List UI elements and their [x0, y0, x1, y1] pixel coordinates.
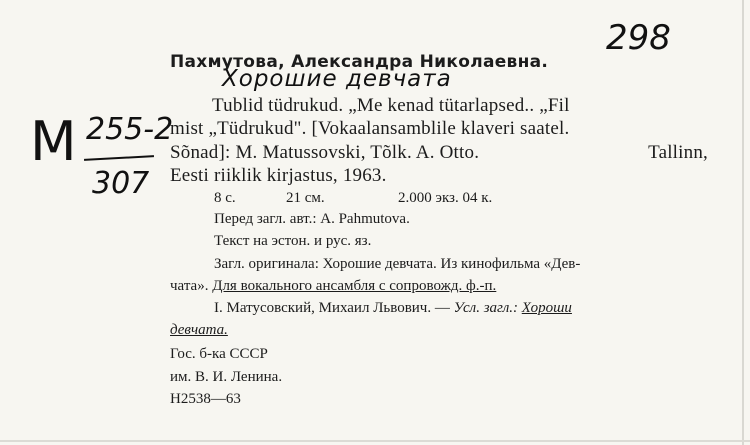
- tracing-continuation: девчата.: [170, 322, 228, 338]
- author-heading: Пахмутова, Александра Николаевна.: [170, 52, 549, 72]
- library-name-2: им. В. И. Ленина.: [170, 369, 283, 385]
- tracing-line: [214, 300, 572, 317]
- pages: 8 с.: [214, 190, 236, 206]
- tracing-uniform-title: Хороши: [521, 300, 572, 316]
- size: 21 см.: [286, 190, 325, 206]
- handwritten-title: Хорошие девчата: [222, 66, 452, 92]
- title-line-1: Tublid tüdrukud. „Me kenad tütarlapsed.. „Fil: [212, 95, 570, 116]
- publisher-line: Eesti riiklik kirjastus, 1963.: [170, 165, 387, 186]
- title-line-2: mist „Tüdrukud". [Vokaalansamblile klaveri saatel.: [170, 118, 570, 139]
- shelf-mark-divider: [84, 155, 154, 161]
- handwritten-annotation-number: 298: [606, 18, 671, 58]
- title-line-3: [170, 142, 708, 164]
- tracing-name: I. Матусовский, Михаил Львович. —: [214, 300, 454, 316]
- title-line-3-text: Sõnad]: M. Matussovski, Tõlk. A. Otto.: [170, 142, 480, 163]
- place-of-publication: Tallinn,: [648, 142, 708, 163]
- note-author-form: Перед загл. авт.: A. Pahmutova.: [214, 211, 410, 227]
- tracing-uniform-title-label: Усл. загл.:: [453, 300, 522, 316]
- card-edge-bottom: [0, 440, 750, 442]
- copies-price: 2.000 экз. 04 к.: [398, 190, 493, 206]
- card-edge-right: [742, 0, 744, 445]
- shelf-mark-numerator: 255-2: [86, 112, 174, 147]
- note-ensemble: [170, 278, 496, 295]
- library-name: Гос. б-ка СССР: [170, 346, 268, 362]
- card-number: Н2538—63: [170, 391, 241, 407]
- shelf-mark-letter: M: [30, 110, 75, 173]
- shelf-mark-denominator: 307: [92, 166, 150, 201]
- note-original-title: Загл. оригинала: Хорошие девчата. Из кинофильма «Дев-: [214, 256, 581, 272]
- note-language: Текст на эстон. и рус. яз.: [214, 233, 372, 249]
- note-ensemble-underlined: Для вокального ансамбля с сопровожд. ф.-п.: [212, 278, 497, 294]
- note-ensemble-start: чата».: [170, 278, 213, 294]
